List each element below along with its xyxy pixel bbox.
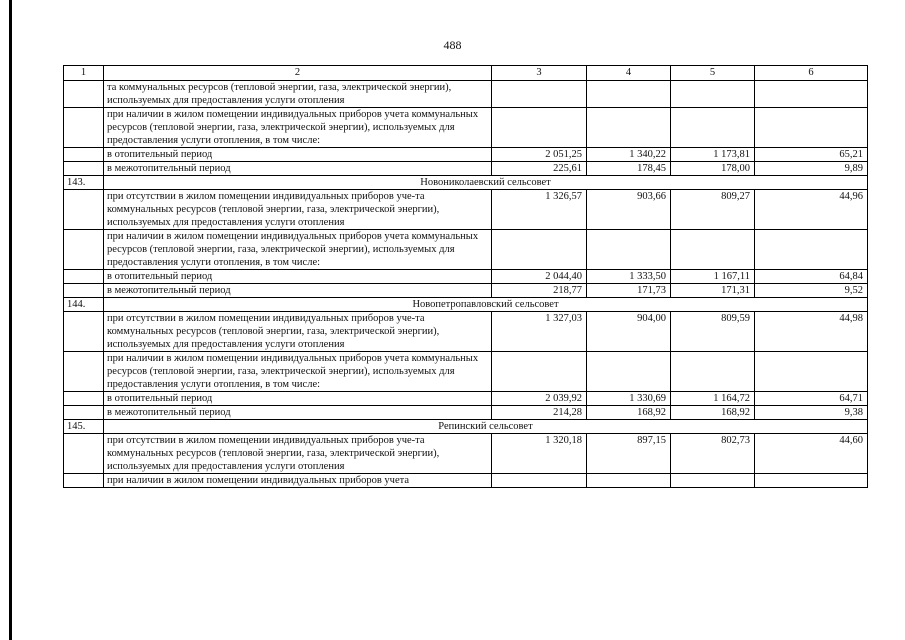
value-col-5: 1 167,11 [671,270,755,284]
section-title: Новониколаевский сельсовет [104,176,868,190]
table-row [64,392,868,406]
value-col-4: 897,15 [587,434,671,474]
row-description: при отсутствии в жилом помещении индивидуальных приборов уче-та коммунальных ресурсов (тепловой энергии, газа, электрической энергии), используемых для предоставления услуги отопления [104,190,492,230]
value-col-4: 1 333,50 [587,270,671,284]
row-number-cell [64,81,104,108]
value-col-4: 1 340,22 [587,148,671,162]
value-col-3: 2 051,25 [492,148,587,162]
row-description: в межотопительный период [104,162,492,176]
row-number-cell [64,270,104,284]
value-col-4: 168,92 [587,406,671,420]
value-col-5 [671,230,755,270]
value-col-4: 903,66 [587,190,671,230]
table-row [64,162,868,176]
value-col-5 [671,474,755,488]
value-col-4: 178,45 [587,162,671,176]
table-row [64,406,868,420]
page-edge-bar [9,0,12,640]
section-row [64,420,868,434]
value-col-3: 225,61 [492,162,587,176]
value-col-3: 1 320,18 [492,434,587,474]
value-col-5 [671,81,755,108]
value-col-6 [755,230,868,270]
value-col-5: 809,59 [671,312,755,352]
row-number-cell [64,352,104,392]
section-row [64,176,868,190]
value-col-6: 64,84 [755,270,868,284]
value-col-3 [492,230,587,270]
row-number-cell [64,312,104,352]
value-col-3: 1 327,03 [492,312,587,352]
row-description: при отсутствии в жилом помещении индивидуальных приборов уче-та коммунальных ресурсов (тепловой энергии, газа, электрической энергии), используемых для предоставления услуги отопления [104,312,492,352]
table-row [64,434,868,474]
value-col-5: 171,31 [671,284,755,298]
value-col-6 [755,81,868,108]
row-number-cell [64,474,104,488]
row-number-cell [64,162,104,176]
table-row [64,108,868,148]
value-col-4: 171,73 [587,284,671,298]
table-row [64,352,868,392]
value-col-6: 44,96 [755,190,868,230]
row-description: при наличии в жилом помещении индивидуальных приборов учета коммунальных ресурсов (тепловой энергии, газа, электрической энергии), используемых для предоставления услуги отопления, в том числе: [104,108,492,148]
table-row [64,81,868,108]
page-number: 488 [443,38,462,52]
value-col-4 [587,230,671,270]
section-row [64,298,868,312]
header-col-6: 6 [755,66,868,81]
header-col-3: 3 [492,66,587,81]
row-description: в отопительный период [104,392,492,406]
row-number-cell [64,406,104,420]
row-number-cell [64,190,104,230]
value-col-4 [587,108,671,148]
value-col-4 [587,81,671,108]
section-number: 143. [64,176,104,190]
row-description: в отопительный период [104,270,492,284]
value-col-6: 64,71 [755,392,868,406]
row-number-cell [64,284,104,298]
value-col-3: 2 044,40 [492,270,587,284]
section-number: 145. [64,420,104,434]
table-header-row [64,66,868,81]
value-col-5: 178,00 [671,162,755,176]
value-col-6: 9,52 [755,284,868,298]
row-description: при отсутствии в жилом помещении индивидуальных приборов уче-та коммунальных ресурсов (тепловой энергии, газа, электрической энергии), используемых для предоставления услуги отопления [104,434,492,474]
value-col-5: 1 164,72 [671,392,755,406]
section-title: Новопетропавловский сельсовет [104,298,868,312]
row-description: та коммунальных ресурсов (тепловой энергии, газа, электрической энергии), используемых для предоставления услуги отопления [104,81,492,108]
table-row [64,190,868,230]
value-col-5: 809,27 [671,190,755,230]
value-col-4: 904,00 [587,312,671,352]
value-col-3 [492,81,587,108]
row-number-cell [64,108,104,148]
value-col-6 [755,474,868,488]
section-title: Репинский сельсовет [104,420,868,434]
value-col-3: 1 326,57 [492,190,587,230]
value-col-4 [587,474,671,488]
table-row [64,312,868,352]
row-number-cell [64,434,104,474]
value-col-6: 65,21 [755,148,868,162]
row-description: при наличии в жилом помещении индивидуальных приборов учета [104,474,492,488]
row-description: при наличии в жилом помещении индивидуальных приборов учета коммунальных ресурсов (тепловой энергии, газа, электрической энергии), используемых для предоставления услуги отопления, в том числе: [104,352,492,392]
row-description: в межотопительный период [104,406,492,420]
row-description: при наличии в жилом помещении индивидуальных приборов учета коммунальных ресурсов (тепловой энергии, газа, электрической энергии), используемых для предоставления услуги отопления, в том числе: [104,230,492,270]
value-col-5: 1 173,81 [671,148,755,162]
value-col-4 [587,352,671,392]
value-col-6: 9,89 [755,162,868,176]
value-col-6: 44,98 [755,312,868,352]
row-description: в отопительный период [104,148,492,162]
value-col-5 [671,108,755,148]
header-col-5: 5 [671,66,755,81]
section-number: 144. [64,298,104,312]
table-row [64,474,868,488]
value-col-6: 9,38 [755,406,868,420]
header-col-4: 4 [587,66,671,81]
value-col-6 [755,352,868,392]
value-col-5: 168,92 [671,406,755,420]
tariff-table [63,65,868,488]
value-col-3 [492,352,587,392]
value-col-4: 1 330,69 [587,392,671,406]
row-description: в межотопительный период [104,284,492,298]
table-row [64,284,868,298]
table-row [64,270,868,284]
table-row [64,148,868,162]
value-col-3: 214,28 [492,406,587,420]
value-col-6: 44,60 [755,434,868,474]
value-col-3 [492,108,587,148]
row-number-cell [64,230,104,270]
row-number-cell [64,392,104,406]
table-row [64,230,868,270]
value-col-5: 802,73 [671,434,755,474]
value-col-3: 218,77 [492,284,587,298]
value-col-3: 2 039,92 [492,392,587,406]
header-col-2: 2 [104,66,492,81]
value-col-5 [671,352,755,392]
value-col-6 [755,108,868,148]
row-number-cell [64,148,104,162]
header-col-1: 1 [64,66,104,81]
value-col-3 [492,474,587,488]
